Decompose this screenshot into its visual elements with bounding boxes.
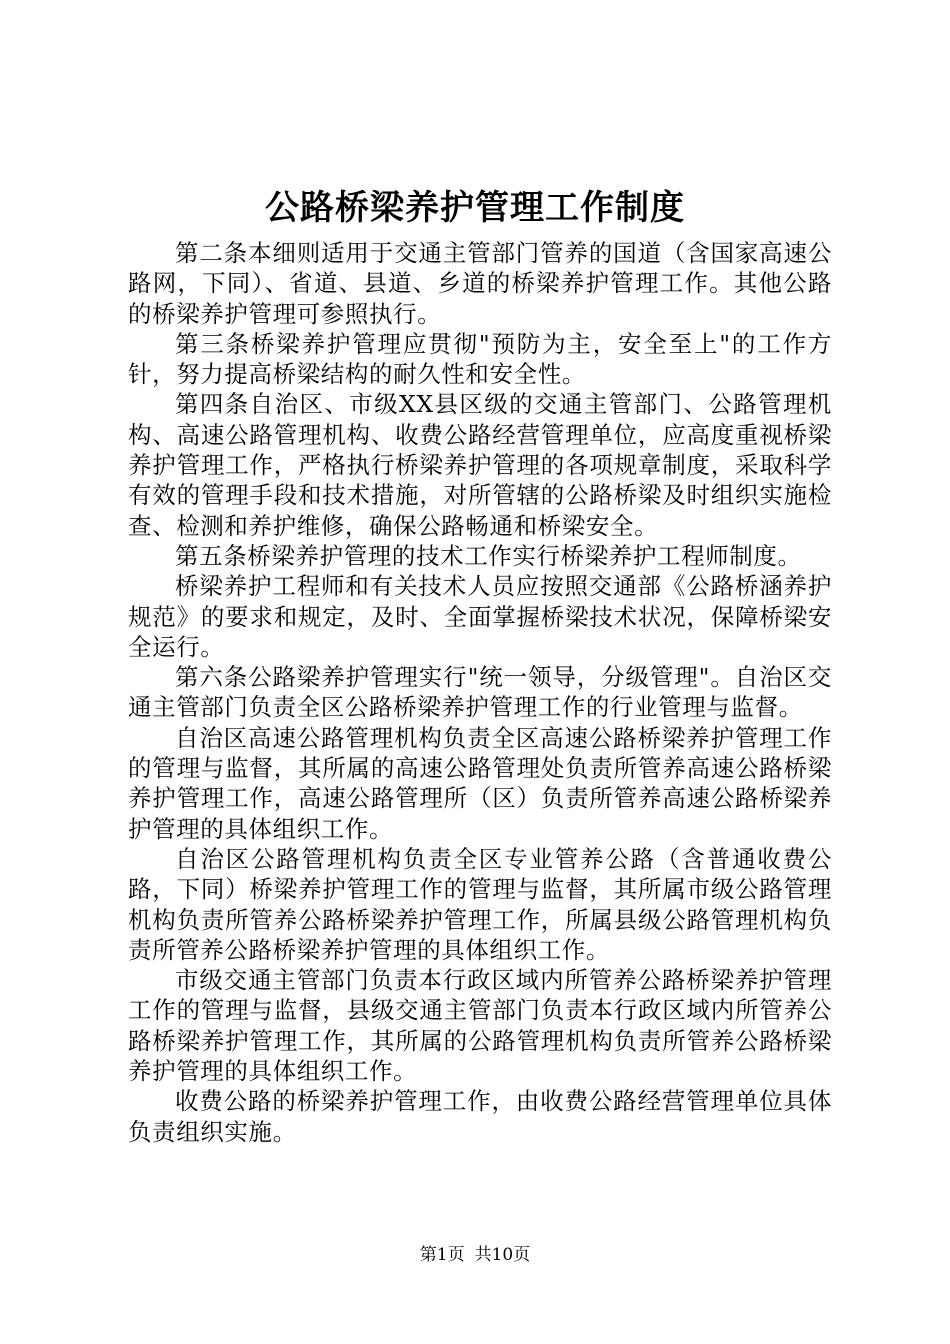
paragraph-article-2: 第二条本细则适用于交通主管部门管养的国道（含国家高速公路网，下同）、省道、县道、乡道的桥梁养护管理工作。其他公路的桥梁养护管理可参照执行。 [128, 239, 832, 328]
page-total: 共10页 [474, 1245, 531, 1265]
paragraph-highway-authority: 自治区高速公路管理机构负责全区高速公路桥梁养护管理工作的管理与监督，其所属的高速公路管理处负责所管养高速公路桥梁养护管理工作，高速公路管理所（区）负责所管养高速公路桥梁养护管理的具体组织工作。 [128, 723, 832, 843]
paragraph-toll-road: 收费公路的桥梁养护管理工作，由收费公路经营管理单位具体负责组织实施。 [128, 1087, 832, 1146]
paragraph-article-6: 第六条公路梁养护管理实行"统一领导，分级管理"。自治区交通主管部门负责全区公路桥梁养护管理工作的行业管理与监督。 [128, 663, 832, 722]
document-title: 公路桥梁养护管理工作制度 [265, 188, 685, 228]
paragraph-article-3: 第三条桥梁养护管理应贯彻"预防为主，安全至上"的工作方针，努力提高桥梁结构的耐久性和安全性。 [128, 329, 832, 389]
paragraph-article-4: 第四条自治区、市级XX县区级的交通主管部门、公路管理机构、高速公路管理机构、收费公路经营管理单位，应高度重视桥梁养护管理工作，严格执行桥梁养护管理的各项规章制度，采取科学有效的管理手段和技术措施，对所管辖的公路桥梁及时组织实施检查、检测和养护维修，确保公路畅通和桥梁安全。 [128, 390, 832, 540]
paragraph-article-5: 第五条桥梁养护管理的技术工作实行桥梁养护工程师制度。 [175, 541, 802, 570]
page-number: 第1页 [419, 1245, 465, 1265]
paragraph-bridge-engineer: 桥梁养护工程师和有关技术人员应按照交通部《公路桥涵养护规范》的要求和规定，及时、全面掌握桥梁技术状况，保障桥梁安全运行。 [128, 572, 832, 661]
page-footer [0, 1243, 950, 1267]
paragraph-road-authority: 自治区公路管理机构负责全区专业管养公路（含普通收费公路，下同）桥梁养护管理工作的管理与监督，其所属市级公路管理机构负责所管养公路桥梁养护管理工作，所属县级公路管理机构负责所管养公路桥梁养护管理的具体组织工作。 [128, 844, 832, 964]
paragraph-city-authority: 市级交通主管部门负责本行政区域内所管养公路桥梁养护管理工作的管理与监督，县级交通主管部门负责本行政区域内所管养公路桥梁养护管理工作，其所属的公路管理机构负责所管养公路桥梁养护管理的具体组织工作。 [128, 966, 832, 1086]
document-body [128, 238, 832, 1147]
